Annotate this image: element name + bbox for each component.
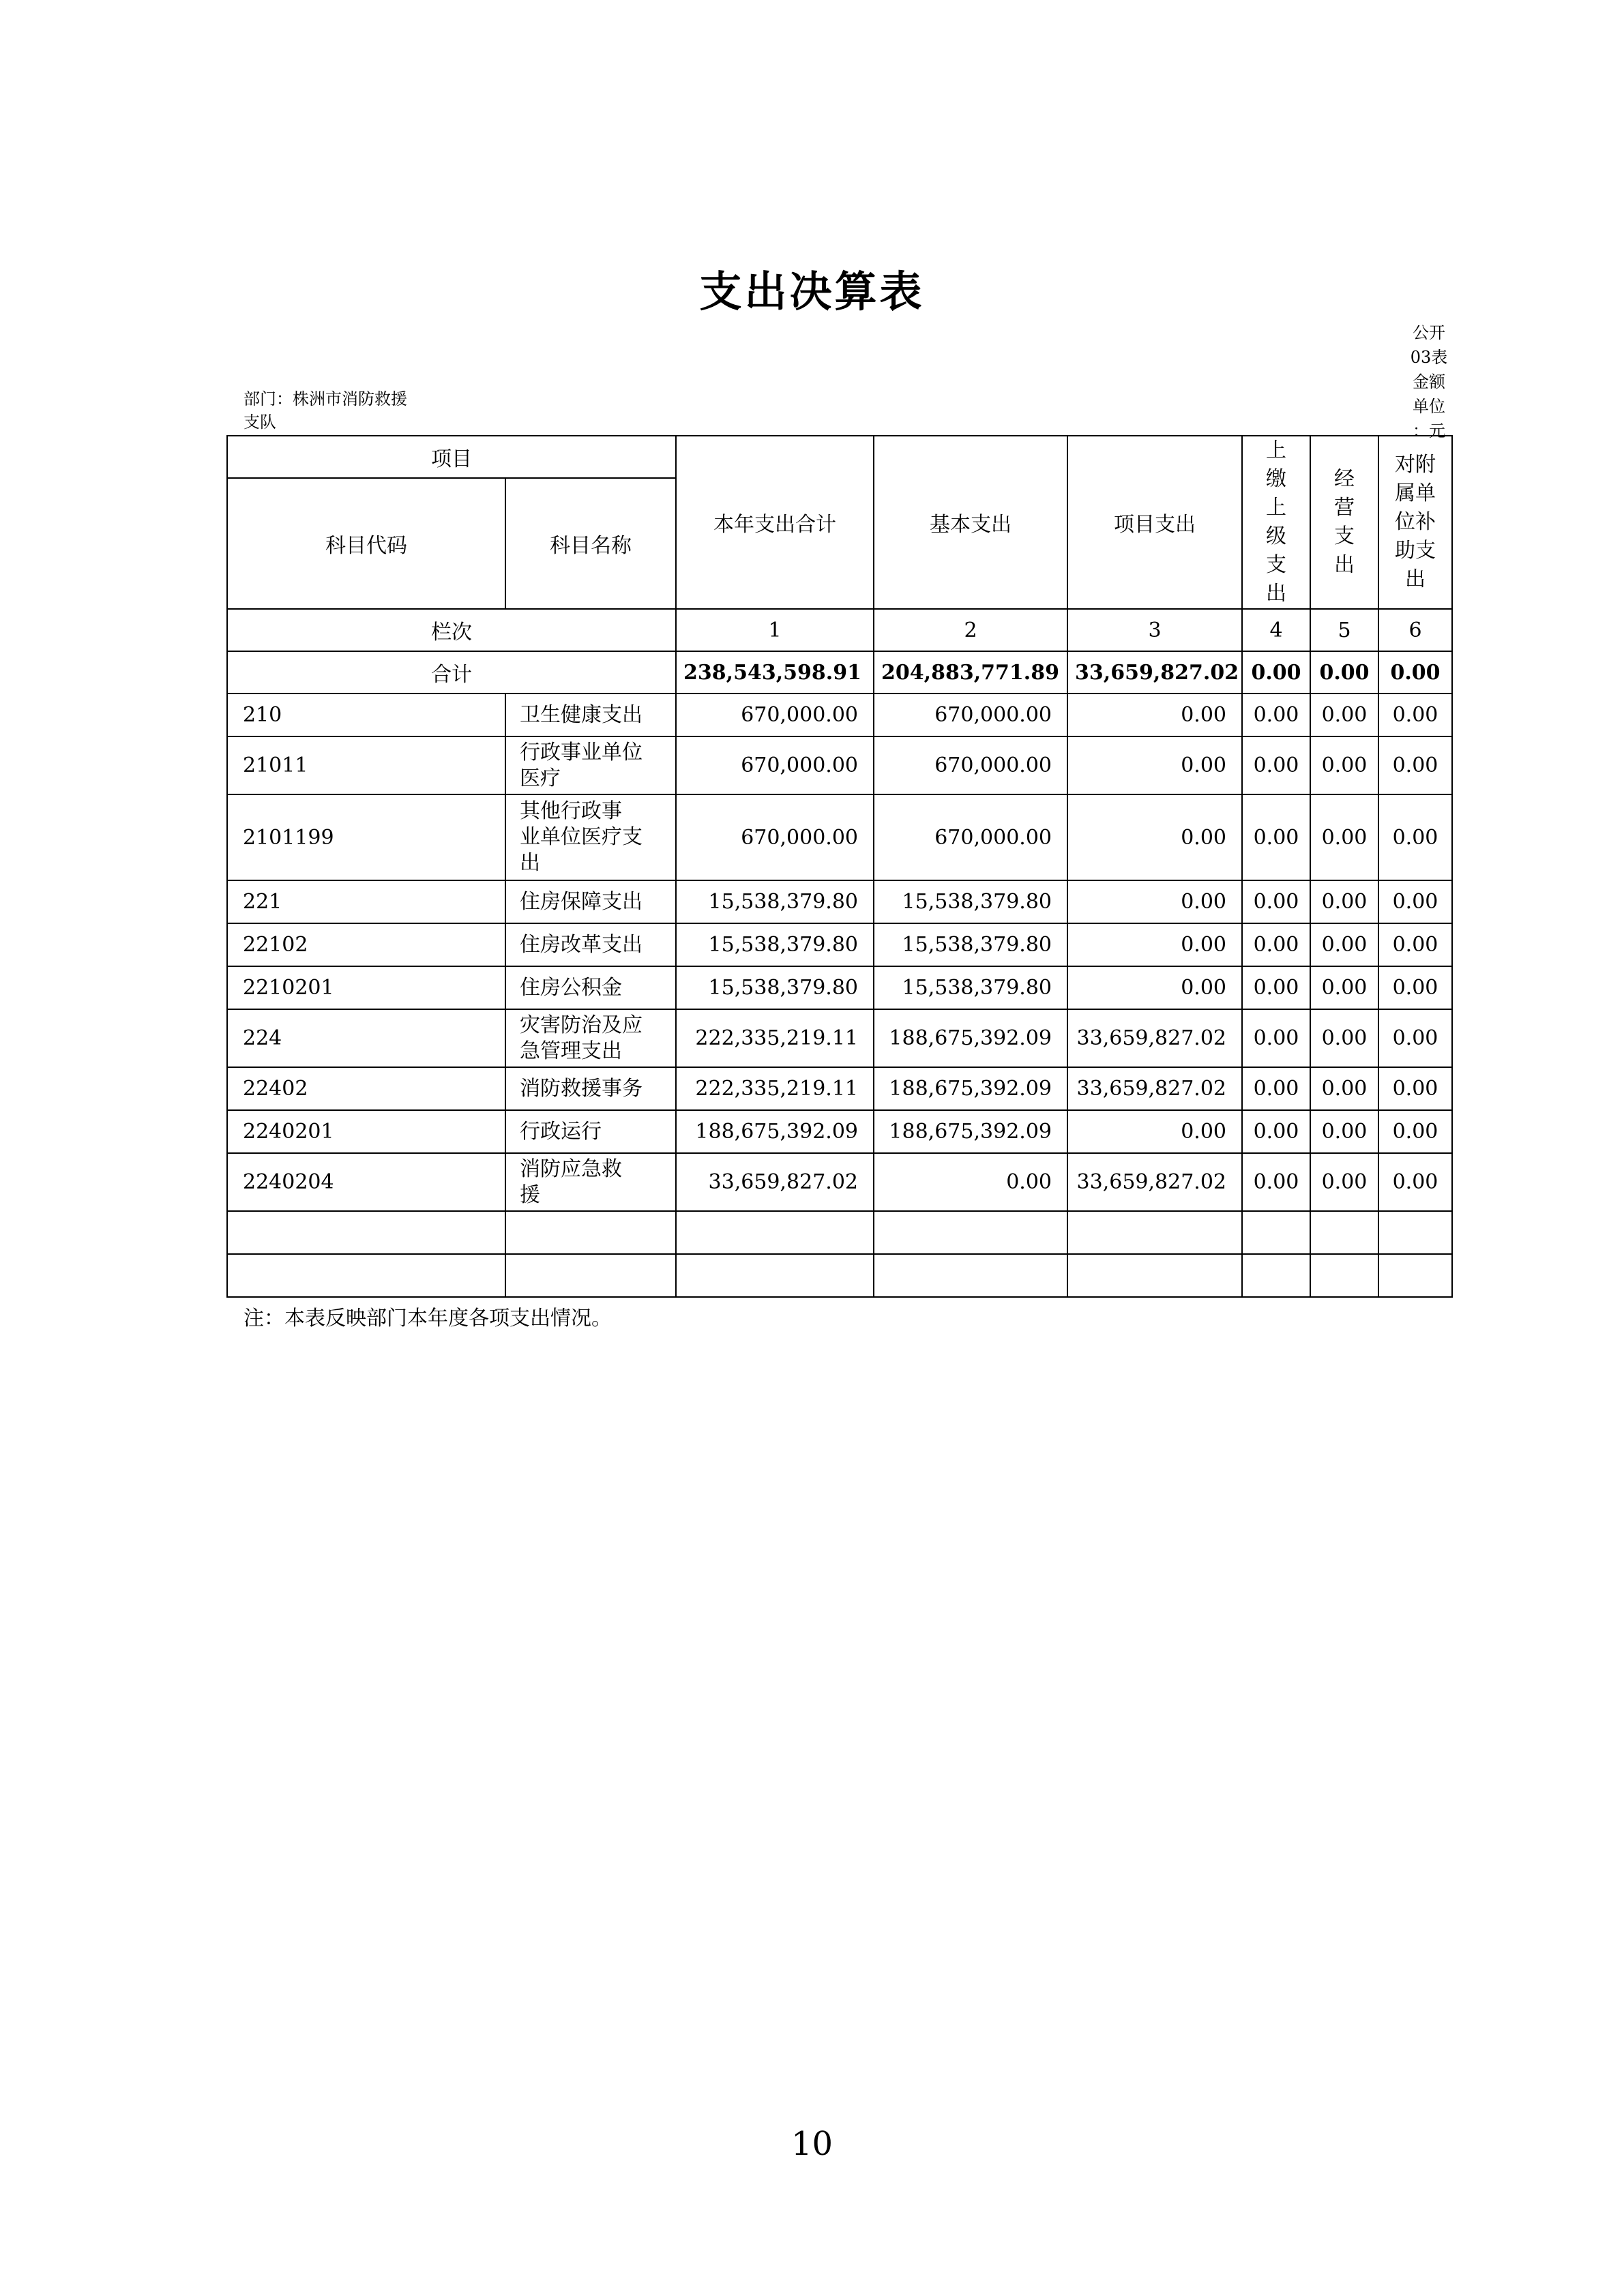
page-number: 10 (791, 2125, 833, 2163)
subject-name (505, 736, 676, 794)
value-total: 33,659,827.02 (676, 1153, 874, 1211)
header-char: 出 (1334, 553, 1355, 577)
empty-row (227, 1211, 1452, 1254)
subject-code: 21011 (227, 736, 505, 794)
value-project: 0.00 (1067, 923, 1242, 966)
value-operating: 0.00 (1310, 1067, 1378, 1110)
subject-name (505, 923, 676, 966)
table-row (227, 736, 1452, 794)
column-label: 栏次 (227, 609, 676, 651)
total-value: 33,659,827.02 (1067, 651, 1242, 694)
value-total: 670,000.00 (676, 736, 874, 794)
page-title: 支出决算表 (699, 267, 925, 316)
value-project: 0.00 (1067, 694, 1242, 736)
total-value: 0.00 (1378, 651, 1452, 694)
subject-code: 2240204 (227, 1153, 505, 1211)
value-project: 0.00 (1067, 966, 1242, 1009)
header-char: 助支 (1395, 539, 1436, 563)
value-subsidy: 0.00 (1378, 966, 1452, 1009)
value-upper-remit: 0.00 (1242, 1067, 1310, 1110)
value-operating: 0.00 (1310, 880, 1378, 923)
value-total: 222,335,219.11 (676, 1009, 874, 1067)
empty-cell (1067, 1254, 1242, 1297)
subject-name-line: 出 (520, 851, 540, 875)
empty-cell (1378, 1254, 1452, 1297)
empty-cell (1067, 1211, 1242, 1254)
subject-code: 2240201 (227, 1110, 505, 1153)
value-operating: 0.00 (1310, 1153, 1378, 1211)
subject-name (505, 880, 676, 923)
header-operating (1310, 436, 1378, 609)
column-number-row (227, 609, 1452, 651)
value-total: 670,000.00 (676, 794, 874, 880)
value-basic: 670,000.00 (874, 694, 1067, 736)
table-row (227, 923, 1452, 966)
value-project: 33,659,827.02 (1067, 1153, 1242, 1211)
value-subsidy: 0.00 (1378, 736, 1452, 794)
subject-name (505, 794, 676, 880)
total-value: 0.00 (1242, 651, 1310, 694)
header-project: 项目支出 (1067, 436, 1242, 609)
total-value: 238,543,598.91 (676, 651, 874, 694)
subject-code: 210 (227, 694, 505, 736)
department-line: 支队 (243, 413, 276, 432)
subject-code: 2101199 (227, 794, 505, 880)
header-char: 支 (1334, 524, 1355, 548)
value-subsidy: 0.00 (1378, 880, 1452, 923)
subject-name-line: 住房保障支出 (520, 889, 643, 914)
table-row (227, 966, 1452, 1009)
subject-code: 22102 (227, 923, 505, 966)
value-upper-remit: 0.00 (1242, 794, 1310, 880)
table-row (227, 694, 1452, 736)
subject-name (505, 1009, 676, 1067)
value-subsidy: 0.00 (1378, 923, 1452, 966)
table-note: 注：本表反映部门本年度各项支出情况。 (243, 1307, 612, 1330)
subject-name-line: 行政事业单位 (520, 740, 643, 764)
subject-code: 221 (227, 880, 505, 923)
department-label (243, 387, 448, 434)
value-operating: 0.00 (1310, 736, 1378, 794)
column-number: 6 (1378, 609, 1452, 651)
value-upper-remit: 0.00 (1242, 1110, 1310, 1153)
subject-name (505, 1067, 676, 1110)
value-project: 0.00 (1067, 736, 1242, 794)
column-number: 3 (1067, 609, 1242, 651)
subject-code: 224 (227, 1009, 505, 1067)
value-total: 15,538,379.80 (676, 880, 874, 923)
header-char: 出 (1266, 582, 1286, 606)
value-subsidy: 0.00 (1378, 1067, 1452, 1110)
value-upper-remit: 0.00 (1242, 1153, 1310, 1211)
empty-row (227, 1254, 1452, 1297)
value-operating: 0.00 (1310, 923, 1378, 966)
subject-code: 2210201 (227, 966, 505, 1009)
column-number: 5 (1310, 609, 1378, 651)
value-subsidy: 0.00 (1378, 1110, 1452, 1153)
header-char: 缴 (1266, 467, 1286, 491)
subject-name-line: 医疗 (520, 766, 561, 790)
column-number: 1 (676, 609, 874, 651)
empty-cell (874, 1211, 1067, 1254)
form-number-line: 金额 (1413, 372, 1445, 391)
empty-cell (676, 1211, 874, 1254)
header-name: 科目名称 (505, 478, 676, 609)
form-number-unit (1402, 320, 1456, 443)
value-basic: 188,675,392.09 (874, 1067, 1067, 1110)
value-subsidy: 0.00 (1378, 1009, 1452, 1067)
value-subsidy: 0.00 (1378, 694, 1452, 736)
subject-name-line: 业单位医疗支 (520, 825, 643, 849)
header-char: 经 (1334, 467, 1355, 491)
empty-cell (1310, 1211, 1378, 1254)
header-char: 上 (1266, 496, 1286, 520)
table-row (227, 1067, 1452, 1110)
value-basic: 188,675,392.09 (874, 1009, 1067, 1067)
value-basic: 0.00 (874, 1153, 1067, 1211)
value-subsidy: 0.00 (1378, 1153, 1452, 1211)
total-label: 合计 (227, 651, 676, 694)
empty-cell (1242, 1254, 1310, 1297)
value-basic: 15,538,379.80 (874, 923, 1067, 966)
value-basic: 670,000.00 (874, 794, 1067, 880)
value-total: 15,538,379.80 (676, 923, 874, 966)
total-value: 0.00 (1310, 651, 1378, 694)
value-operating: 0.00 (1310, 1009, 1378, 1067)
empty-cell (505, 1211, 676, 1254)
header-char: 位补 (1395, 510, 1436, 534)
header-item: 项目 (227, 436, 676, 478)
subject-code: 22402 (227, 1067, 505, 1110)
header-total: 本年支出合计 (676, 436, 874, 609)
subject-name-line: 急管理支出 (520, 1039, 622, 1063)
value-project: 0.00 (1067, 1110, 1242, 1153)
form-number-line: 单位 (1413, 397, 1445, 416)
header-char: 属单 (1395, 481, 1436, 505)
empty-cell (227, 1254, 505, 1297)
value-upper-remit: 0.00 (1242, 736, 1310, 794)
value-project: 0.00 (1067, 880, 1242, 923)
table-row (227, 1153, 1452, 1211)
value-total: 670,000.00 (676, 694, 874, 736)
header-basic: 基本支出 (874, 436, 1067, 609)
empty-cell (874, 1254, 1067, 1297)
value-operating: 0.00 (1310, 794, 1378, 880)
empty-cell (1310, 1254, 1378, 1297)
value-operating: 0.00 (1310, 1110, 1378, 1153)
header-char: 上 (1266, 438, 1286, 462)
header-char: 支 (1266, 553, 1286, 577)
header-row (227, 436, 1452, 478)
value-total: 222,335,219.11 (676, 1067, 874, 1110)
subject-name-line: 其他行政事 (520, 799, 622, 823)
column-number: 4 (1242, 609, 1310, 651)
value-upper-remit: 0.00 (1242, 694, 1310, 736)
table-row (227, 1009, 1452, 1067)
form-number-line: 公开 (1413, 323, 1445, 342)
subject-name (505, 694, 676, 736)
value-basic: 188,675,392.09 (874, 1110, 1067, 1153)
table-row (227, 794, 1452, 880)
value-total: 188,675,392.09 (676, 1110, 874, 1153)
value-project: 33,659,827.02 (1067, 1067, 1242, 1110)
value-project: 33,659,827.02 (1067, 1009, 1242, 1067)
empty-cell (505, 1254, 676, 1297)
department-line: 部门：株洲市消防救援 (243, 389, 407, 408)
form-number-line: ：元 (1413, 421, 1445, 441)
subject-name (505, 966, 676, 1009)
subject-name (505, 1110, 676, 1153)
table-row (227, 880, 1452, 923)
subject-name-line: 援 (520, 1182, 540, 1207)
empty-cell (1378, 1211, 1452, 1254)
empty-cell (676, 1254, 874, 1297)
subject-name-line: 卫生健康支出 (520, 702, 643, 727)
total-row (227, 651, 1452, 694)
header-char: 出 (1405, 567, 1426, 591)
form-number-line: 03表 (1410, 348, 1448, 367)
total-value: 204,883,771.89 (874, 651, 1067, 694)
header-subsidy (1378, 436, 1452, 609)
header-char: 营 (1334, 496, 1355, 520)
value-upper-remit: 0.00 (1242, 966, 1310, 1009)
empty-cell (1242, 1211, 1310, 1254)
header-char: 级 (1266, 524, 1286, 548)
value-basic: 15,538,379.80 (874, 880, 1067, 923)
empty-cell (227, 1211, 505, 1254)
value-upper-remit: 0.00 (1242, 1009, 1310, 1067)
value-total: 15,538,379.80 (676, 966, 874, 1009)
subject-name-line: 行政运行 (520, 1119, 602, 1144)
value-upper-remit: 0.00 (1242, 880, 1310, 923)
value-upper-remit: 0.00 (1242, 923, 1310, 966)
subject-name (505, 1153, 676, 1211)
subject-name-line: 住房改革支出 (520, 932, 643, 957)
header-char: 对附 (1395, 453, 1436, 477)
header-upper-remit (1242, 436, 1310, 609)
expenditure-table (226, 435, 1453, 1298)
subject-name-line: 消防救援事务 (520, 1076, 643, 1101)
value-basic: 670,000.00 (874, 736, 1067, 794)
column-number: 2 (874, 609, 1067, 651)
value-operating: 0.00 (1310, 694, 1378, 736)
header-code: 科目代码 (227, 478, 505, 609)
subject-name-line: 灾害防治及应 (520, 1013, 643, 1037)
value-basic: 15,538,379.80 (874, 966, 1067, 1009)
subject-name-line: 消防应急救 (520, 1157, 622, 1181)
value-project: 0.00 (1067, 794, 1242, 880)
value-subsidy: 0.00 (1378, 794, 1452, 880)
subject-name-line: 住房公积金 (520, 975, 622, 1000)
value-operating: 0.00 (1310, 966, 1378, 1009)
table-row (227, 1110, 1452, 1153)
